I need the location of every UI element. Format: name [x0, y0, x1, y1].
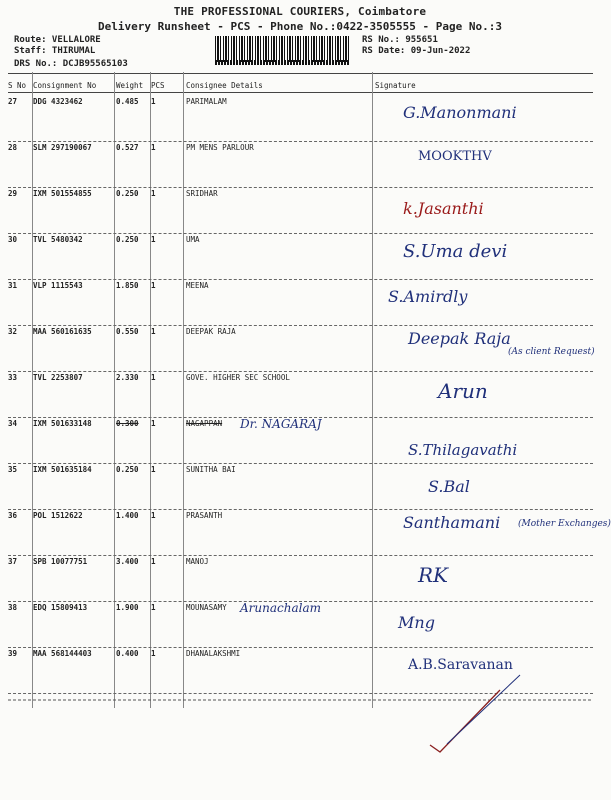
row-weight: 0.250	[116, 189, 139, 198]
row-consignee: MOUNASAMY	[186, 603, 227, 612]
row-pcs: 1	[151, 373, 156, 382]
runsheet-subtitle: Delivery Runsheet - PCS - Phone No.:0422-3505555 - Page No.:3	[98, 20, 502, 33]
route-label: Route: VELLALORE	[14, 35, 101, 45]
table-row	[8, 279, 593, 326]
table-row	[8, 371, 593, 418]
row-pcs: 1	[151, 649, 156, 658]
row-signature: Mng	[398, 613, 435, 632]
row-consignment: VLP 1115543	[33, 281, 83, 290]
row-signature: S.Thilagavathi	[408, 441, 518, 459]
row-weight: 0.527	[116, 143, 139, 152]
row-signature: S.Bal	[428, 477, 470, 496]
row-consignment: MAA 560161635	[33, 327, 92, 336]
row-sno: 34	[8, 419, 18, 428]
row-weight: 0.300	[116, 419, 139, 428]
table-row	[8, 463, 593, 510]
closing-tick-mark	[430, 690, 500, 752]
row-weight: 3.400	[116, 557, 139, 566]
row-pcs: 1	[151, 511, 156, 520]
row-consignee: MANOJ	[186, 557, 209, 566]
correction-note: Dr. NAGARAJ	[240, 417, 322, 431]
row-sno: 30	[8, 235, 18, 244]
staff-label: Staff: THIRUMAL	[14, 46, 96, 56]
company-title: THE PROFESSIONAL COURIERS, Coimbatore	[173, 5, 427, 18]
row-consignment: DDG 4323462	[33, 97, 83, 106]
row-weight: 0.550	[116, 327, 139, 336]
row-sno: 39	[8, 649, 18, 658]
table-row	[8, 233, 593, 280]
row-signature: S.Amirdly	[388, 287, 468, 306]
col-consignment: Consignment No	[33, 81, 97, 90]
barcode	[215, 36, 350, 62]
row-consignment: MAA 568144403	[33, 649, 92, 658]
row-pcs: 1	[151, 281, 156, 290]
table-row	[8, 647, 593, 694]
table-row	[8, 141, 593, 188]
row-pcs: 1	[151, 603, 156, 612]
row-sno: 33	[8, 373, 18, 382]
row-signature: G.Manonmani	[403, 103, 517, 122]
row-pcs: 1	[151, 465, 156, 474]
row-signature: Santhamani	[403, 513, 501, 532]
col-weight: Weight	[116, 81, 144, 90]
row-signature: S.Uma devi	[403, 241, 508, 262]
col-consignee: Consignee Details	[186, 81, 263, 90]
row-pcs: 1	[151, 557, 156, 566]
table-row	[8, 555, 593, 602]
row-signature: k.Jasanthi	[403, 199, 484, 218]
table-row	[8, 325, 593, 372]
row-weight: 0.400	[116, 649, 139, 658]
row-sno: 29	[8, 189, 18, 198]
header-top-rule	[8, 73, 593, 74]
row-signature: Deepak Raja	[408, 329, 511, 348]
row-pcs: 1	[151, 143, 156, 152]
row-pcs: 1	[151, 97, 156, 106]
row-consignee: SRIDHAR	[186, 189, 218, 198]
rs-number: RS No.: 955651	[362, 35, 438, 45]
row-consignment: IXM 501635184	[33, 465, 92, 474]
row-pcs: 1	[151, 419, 156, 428]
row-sno: 36	[8, 511, 18, 520]
col-sno: S No	[8, 81, 27, 90]
row-consignee: SUNITHA BAI	[186, 465, 236, 474]
row-pcs: 1	[151, 189, 156, 198]
row-consignment: IXM 501554855	[33, 189, 92, 198]
row-consignee: PARIMALAM	[186, 97, 227, 106]
row-weight: 2.330	[116, 373, 139, 382]
row-sno: 27	[8, 97, 18, 106]
row-consignment: SLM 297190067	[33, 143, 92, 152]
row-consignee: DHANALAKSHMI	[186, 649, 241, 658]
barcode-base	[215, 60, 350, 65]
table-row	[8, 187, 593, 234]
col-signature: Signature	[375, 81, 416, 90]
col-pcs: PCS	[151, 81, 165, 90]
row-pcs: 1	[151, 327, 156, 336]
table-row	[8, 601, 593, 648]
row-weight: 0.485	[116, 97, 139, 106]
row-pcs: 1	[151, 235, 156, 244]
row-weight: 0.250	[116, 465, 139, 474]
row-sno: 38	[8, 603, 18, 612]
row-consignee: UMA	[186, 235, 200, 244]
rs-date: RS Date: 09-Jun-2022	[362, 46, 471, 56]
row-weight: 1.900	[116, 603, 139, 612]
header-bottom-rule	[8, 92, 593, 93]
row-consignee: GOVE. HIGHER SEC SCHOOL	[186, 373, 290, 382]
row-consignee: PRASANTH	[186, 511, 223, 520]
row-sno: 37	[8, 557, 18, 566]
row-weight: 0.250	[116, 235, 139, 244]
drs-number: DRS No.: DCJB95565103	[14, 59, 128, 69]
row-sno: 32	[8, 327, 18, 336]
row-consignee: DEEPAK RAJA	[186, 327, 236, 336]
row-consignee: NAGAPPAN	[186, 419, 223, 428]
row-signature: A.B.Saravanan	[408, 657, 513, 673]
table-row	[8, 417, 593, 464]
row-consignment: TVL 2253807	[33, 373, 83, 382]
row-consignment: EDQ 15809413	[33, 603, 88, 612]
row-weight: 1.850	[116, 281, 139, 290]
row-consignment: POL 1512622	[33, 511, 83, 520]
row-signature: MOOKTHV	[418, 149, 492, 164]
row-sno: 31	[8, 281, 18, 290]
table-row	[8, 95, 593, 142]
row-consignment: IXM 501633148	[33, 419, 92, 428]
table-row	[8, 509, 611, 556]
row-consignment: TVL 5480342	[33, 235, 83, 244]
row-sno: 28	[8, 143, 18, 152]
row-consignee: MEENA	[186, 281, 209, 290]
row-consignment: SPB 10077751	[33, 557, 88, 566]
table-header	[8, 79, 593, 93]
row-signature: RK	[418, 563, 448, 587]
row-signature: Arun	[438, 379, 488, 403]
receiver-note: Arunachalam	[240, 601, 321, 615]
row-weight: 1.400	[116, 511, 139, 520]
row-sno: 35	[8, 465, 18, 474]
row-consignee: PM MENS PARLOUR	[186, 143, 254, 152]
client-request-note: (As client Request)	[508, 347, 595, 357]
mother-exchange-note: (Mother Exchanges)	[518, 519, 611, 529]
